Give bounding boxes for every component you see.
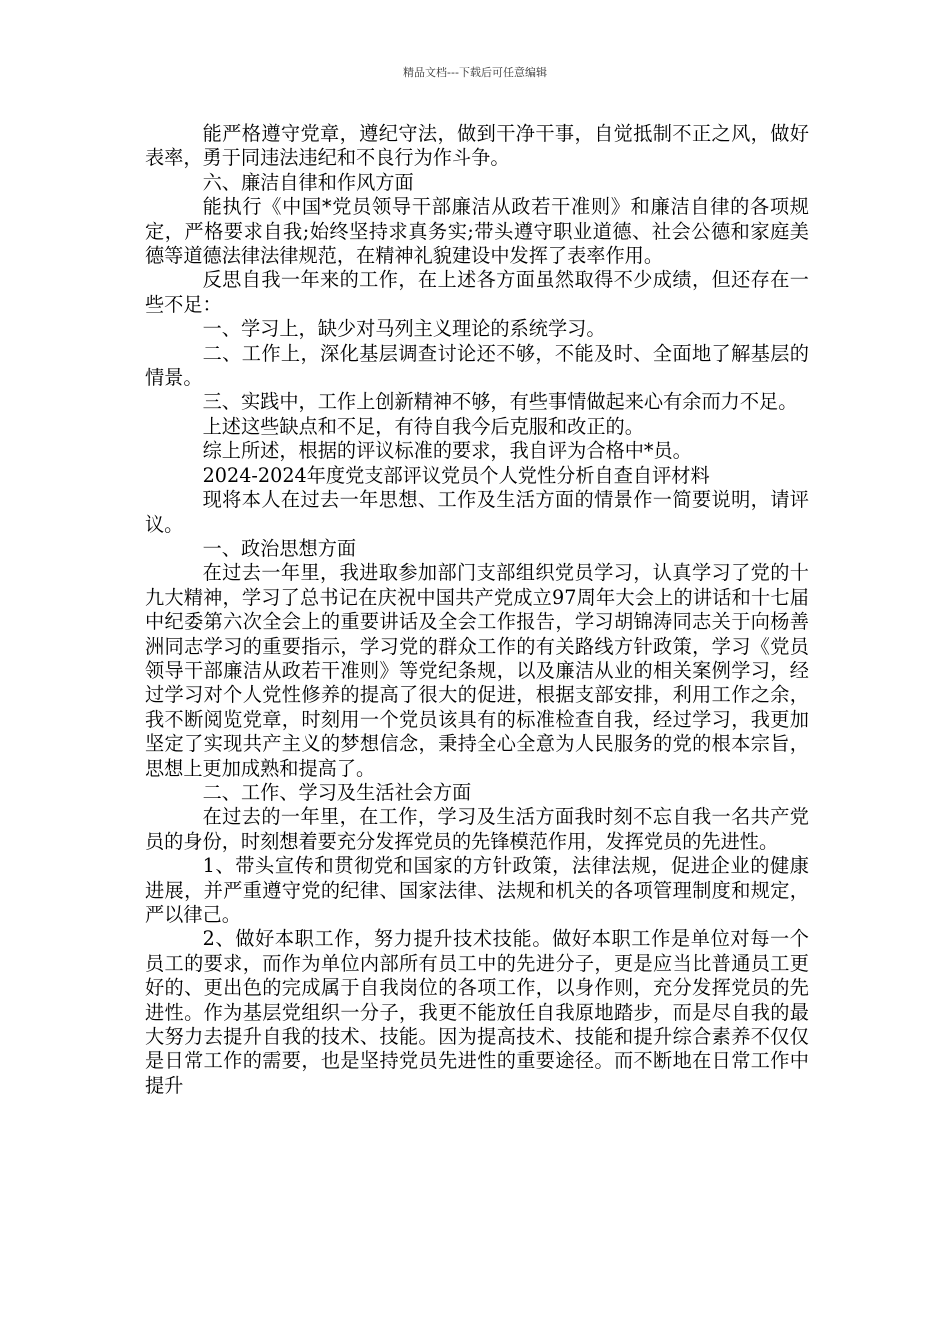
paragraph: 在过去一年里，我进取参加部门支部组织党员学习，认真学习了党的十九大精神，学习了总书记在庆祝中国共产党成立97周年大会上的讲话和十七届中纪委第六次全会上的重要讲话及全会工作报告，学习胡锦涛同志关于向杨善洲同志学习的重要指示，学习党的群众工作的有关路线方针政策，学习《党员领导干部廉洁从政若干准则》等党纪条规，以及廉洁从业的相关案例学习，经过学习对个人党性修养的提高了很大的促进，根据支部安排，利用工作之余，我不断阅览党章，时刻用一个党员该具有的标准检查自我，经过学习，我更加坚定了实现共产主义的梦想信念，秉持全心全意为人民服务的党的根本宗旨，思想上更加成熟和提高了。 [145,561,809,780]
document-title: 2024-2024年度党支部评议党员个人党性分析自查自评材料 [202,463,710,487]
paragraph: 反思自我一年来的工作，在上述各方面虽然取得不少成绩，但还存在一些不足： [145,268,809,316]
paragraph: 在过去的一年里，在工作，学习及生活方面我时刻不忘自我一名共产党员的身份，时刻想着要充分发挥党员的先锋模范作用，发挥党员的先进性。 [145,805,809,853]
list-item: 2、做好本职工作，努力提升技术技能。做好本职工作是单位对每一个员工的要求，而作为单位内部所有员工中的先进分子，更是应当比普通员工更好的、更出色的完成属于自我岗位的各项工作，以身作则，充分发挥党员的先进性。作为基层党组织一分子，我更不能放任自我原地踏步，而是尽自我的最大努力去提升自我的技术、技能。因为提高技术、技能和提升综合素养不仅仅是日常工作的需要，也是坚持党员先进性的重要途径。而不断地在日常工作中提升 [145,927,809,1097]
paragraph: 上述这些缺点和不足，有待自我今后克服和改正的。 [202,414,644,438]
paragraph: 能严格遵守党章，遵纪守法，做到干净干事，自觉抵制不正之风，做好表率，勇于同违法违纪和不良行为作斗争。 [145,122,809,170]
list-item: 二、工作上，深化基层调查讨论还不够，不能及时、全面地了解基层的情景。 [145,341,809,390]
paragraph: 能执行《中国*党员领导干部廉洁从政若干准则》和廉洁自律的各项规定，严格要求自我;始终坚持求真务实;带头遵守职业道德、社会公德和家庭美德等道德法律法律规范，在精神礼貌建设中发挥了表率作用。 [145,195,809,268]
page-header: 精品文档---下载后可任意编辑 [403,66,547,79]
list-item: 一、学习上，缺少对马列主义理论的系统学习。 [202,317,606,341]
list-item: 三、实践中，工作上创新精神不够，有些事情做起来心有余而力不足。 [202,390,798,414]
paragraph: 现将本人在过去一年思想、工作及生活方面的情景作一简要说明，请评议。 [145,488,809,536]
section-heading: 六、廉洁自律和作风方面 [202,170,414,194]
section-heading: 二、工作、学习及生活社会方面 [202,780,472,804]
section-heading: 一、政治思想方面 [202,536,357,560]
document-body [145,122,809,1098]
paragraph: 综上所述，根据的评议标准的要求，我自评为合格中*员。 [202,439,692,463]
list-item: 1、带头宣传和贯彻党和国家的方针政策，法律法规，促进企业的健康进展，并严重遵守党的纪律、国家法律、法规和机关的各项管理制度和规定，严以律己。 [145,854,809,926]
